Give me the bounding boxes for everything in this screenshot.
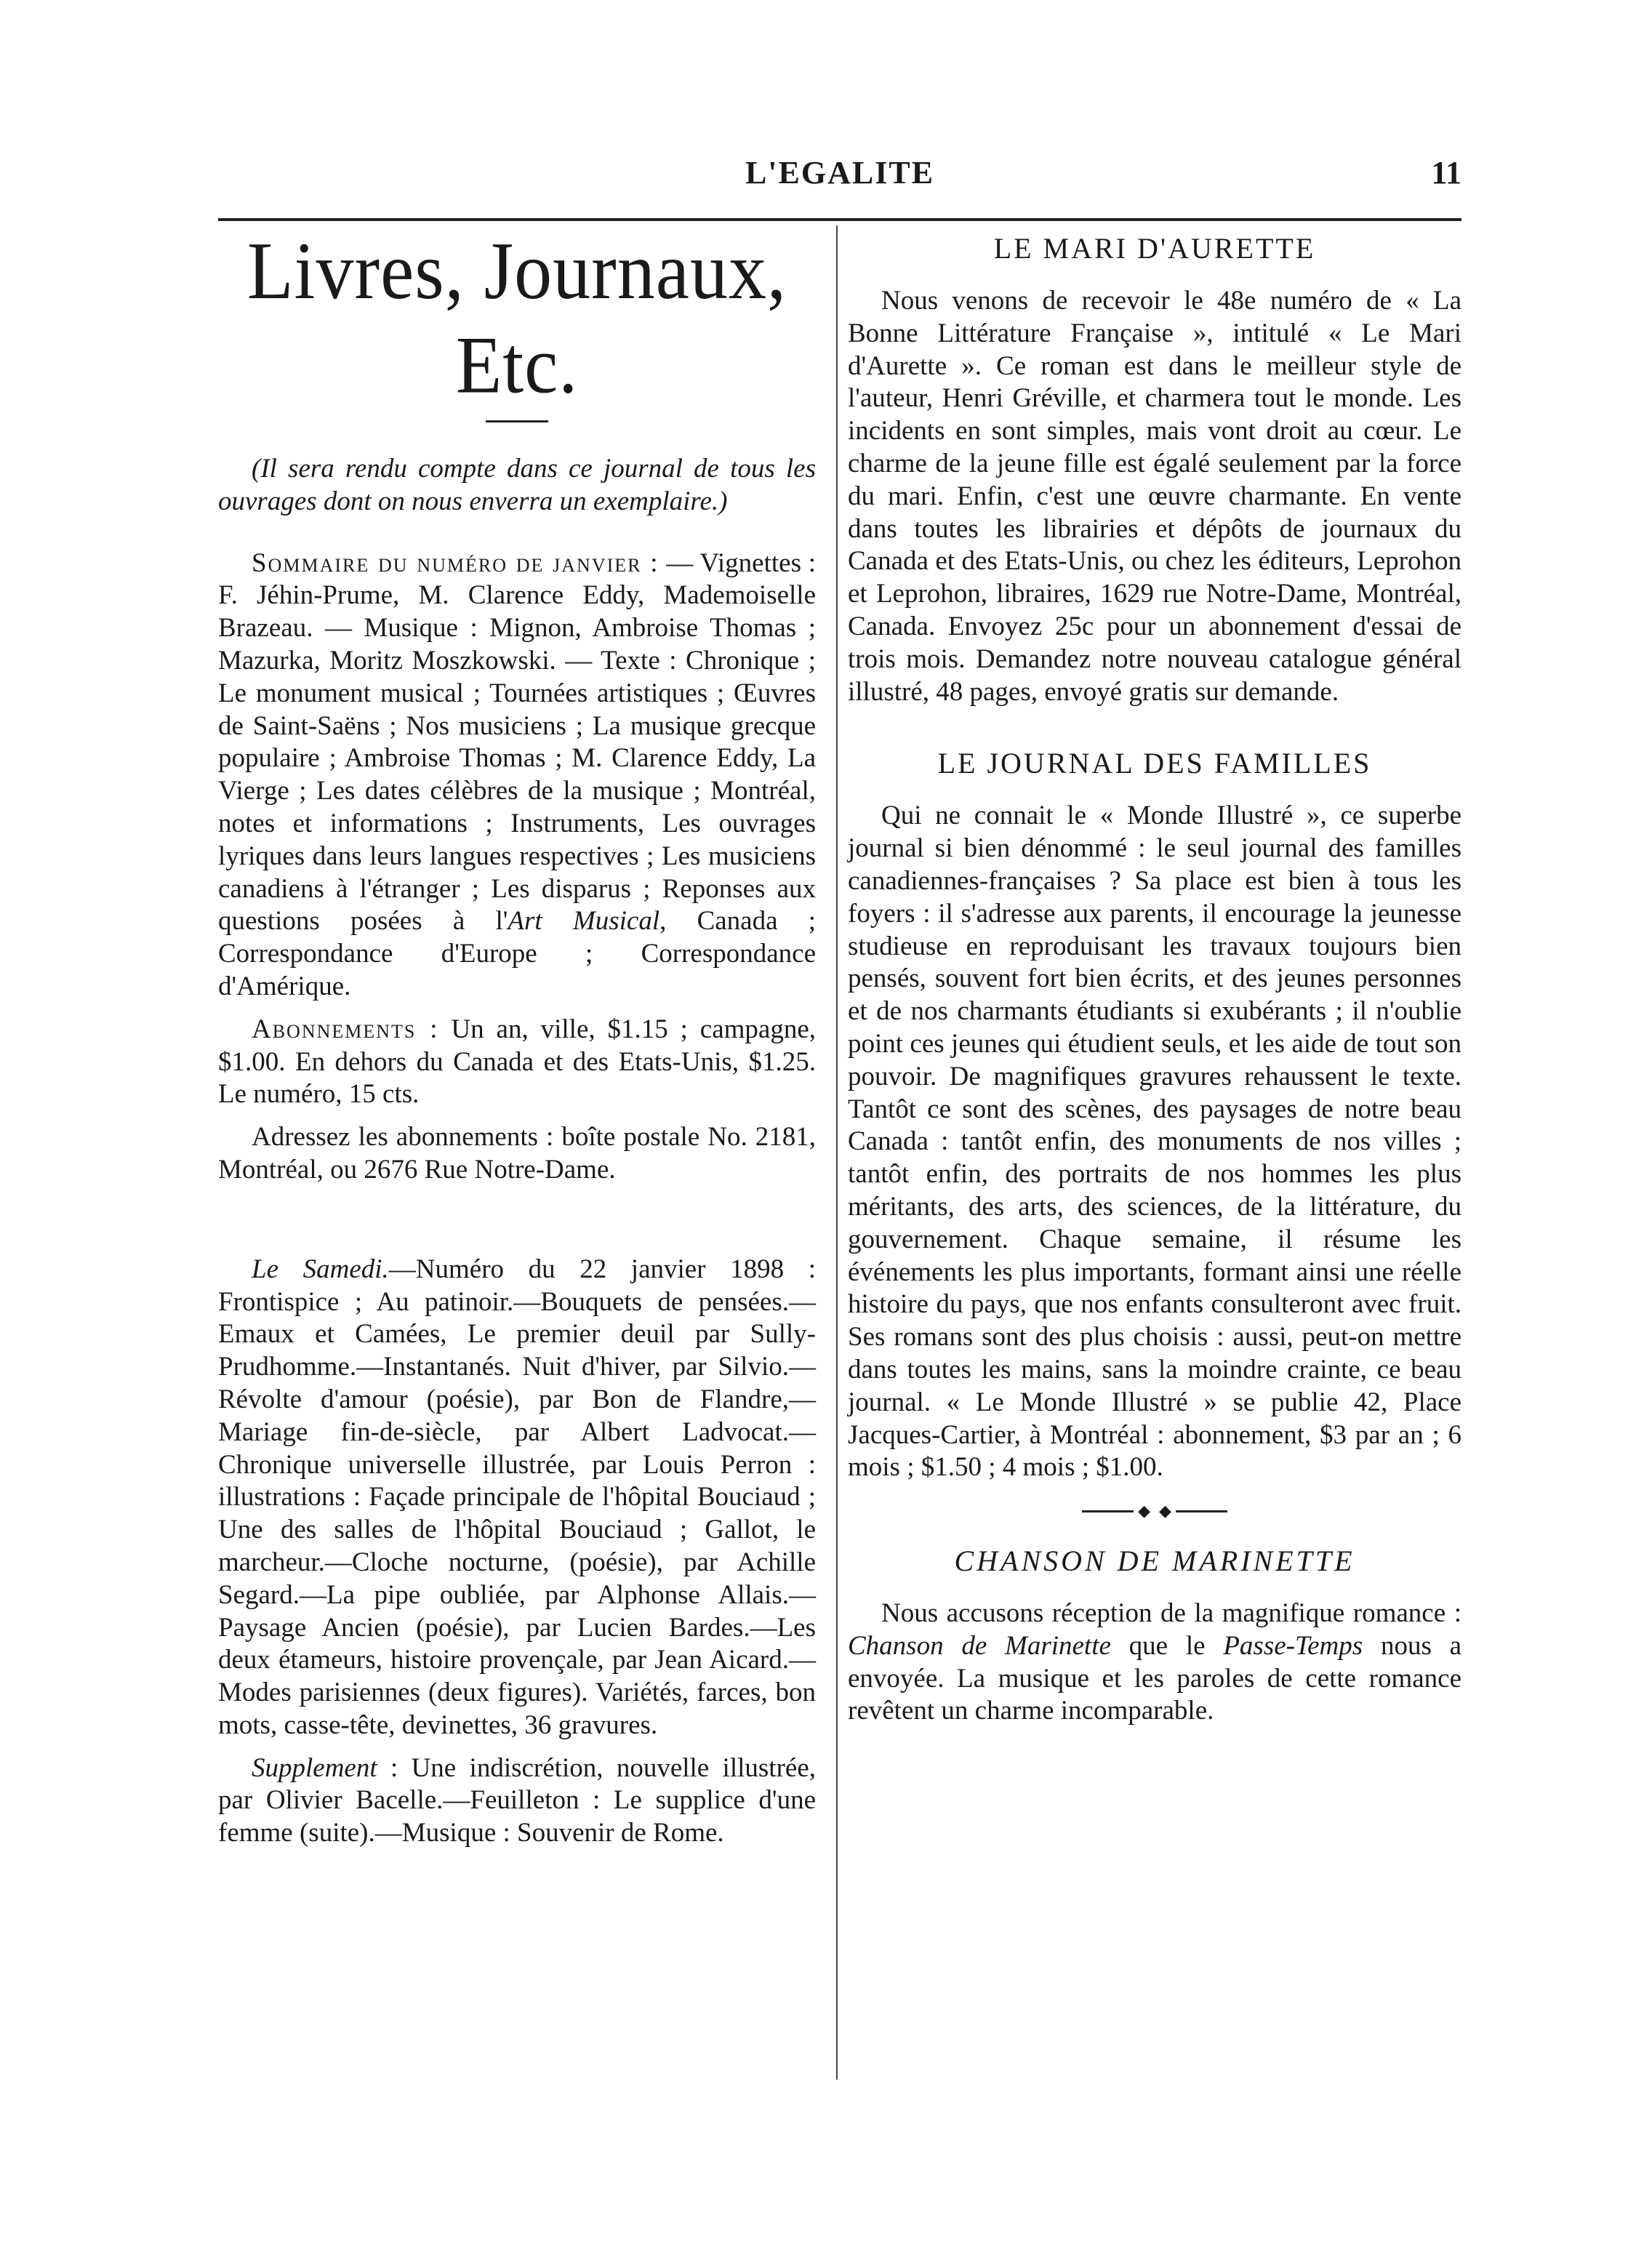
chanson-intro: Nous accusons réception de la magnifique romance : [881,1598,1461,1629]
abonnements-label: Abonnements : [252,1014,439,1044]
section-title-chanson-de-marinette: CHANSON DE MARINETTE [954,1544,1355,1578]
abonnements-paragraph [218,1014,816,1111]
sommaire-italic: Art Musical [508,906,660,937]
samedi-paragraph [218,1254,816,1742]
section-title-journal-des-familles: LE JOURNAL DES FAMILLES [937,747,1372,780]
running-title: L'EGALITE [745,155,935,191]
mari-daurette-paragraph: Nous venons de recevoir le 48e numéro de « La Bonne Littérature Française », intitulé « Le Mari d'Aurette ». Ce roman est dans le meilleur style de l'auteur, Henri Gréville, et charmera tout le monde. Les incidents en sont simples, mais vont droit au cœur. Le charme de la jeune fille est égalé seulement par la force du mari. Enfin, c'est une œuvre charmante. En vente dans toutes les librairies et dépôts de journaux du Canada et des Etats-Unis, ou chez les éditeurs, Leprohon et Leprohon, libraires, 1629 rue Notre-Dame, Montréal, Canada. Envoyez 25c pour un abonnement d'essai de trois mois. Demandez notre nouveau catalogue général illustré, 48 pages, envoyé gratis sur demande. [848,286,1461,707]
journal-des-familles-paragraph: Qui ne connait le « Monde Illustré », ce superbe journal si bien dénommé : le seul journal des familles canadiennes-françaises ? Sa place est bien à tous les foyers : il s'adresse aux parents, il encourage la jeunesse studieuse en reproduisant les travaux toujours bien pensés, souvent fort bien écrits, et des jeunes personnes et de nos charmants étudiants si exubérants ; il n'oublie point ces jeunes qui étudient seuls, et les aide de tout son pouvoir. De magnifiques gravures rehaussent le texte. Tantôt ce sont des scènes, des paysages de notre beau Canada : tantôt enfin, des monuments de nos villes ; tantôt enfin, des portraits de nos hommes les plus méritants, des arts, des sciences, de la littérature, du gouvernement. Chaque semaine, il résume les événements les plus importants, formant ainsi une réelle histoire du pays, que nos enfants consulteront avec fruit. Ses romans sont des plus choisis : aussi, peut-on mettre dans toutes les mains, sans la moindre crainte, ce beau journal. « Le Monde Illustré » se publie 42, Place Jacques-Cartier, à Montréal : abonnement, $3 par an ; 6 mois ; $1.50 ; 4 mois ; $1.00. [848,801,1461,1483]
chanson-title-ref: Chanson de Marinette [848,1630,1111,1661]
chanson-end: nous a envoyée. La musique et les paroles de cette romance revêtent un charme incomparable. [848,1630,1462,1726]
supplement-paragraph [218,1752,816,1850]
abonnements-text: Un an, ville, $1.15 ; campagne, $1.00. En dehors du Canada et des Etats-Unis, $1.25. Le numéro, 15 cts. [218,1014,817,1110]
samedi-label: Le Samedi. [252,1254,389,1284]
left-column [218,225,817,1850]
running-head [218,154,1461,198]
section-title-livres: Livres, Journaux, Etc. [247,225,787,411]
title-rule [486,420,548,422]
sommaire-text: — Vignettes : F. Jéhin-Prume, M. Clarence Eddy, Mademoiselle Brazeau. — Musique : Mignon, Ambroise Thomas ; Mazurka, Moritz Moszkowski. — Texte : Chronique ; Le monument musical ; Tournées artistiques ; Œuvres de Saint-Saëns ; Nos musiciens ; La musique grecque populaire ; Ambroise Thomas ; M. Clarence Eddy, La Vierge ; Les dates célèbres de la musique ; Montréal, notes et informations ; Instruments, Les ouvrages lyriques dans leurs langues respectives ; Les musiciens canadiens à l'étranger ; Les disparus ; Reponses aux questions posées à l' [218,548,817,937]
sommaire-paragraph [218,548,816,1003]
column-divider [836,225,838,2080]
supplement-text: : Une indiscrétion, nouvelle illustrée, par Olivier Bacelle.—Feuilleton : Le supplice d'une femme (suite).—Musique : Souvenir de Rome. [218,1752,816,1848]
adresse-paragraph: Adressez les abonnements : boîte postale No. 2181, Montréal, ou 2676 Rue Notre-Dame. [218,1122,816,1185]
editorial-note: (Il sera rendu compte dans ce journal de tous les ouvrages dont on nous enverra un exemplaire.) [218,454,816,516]
samedi-text: —Numéro du 22 janvier 1898 : Frontispice ; Au patinoir.—Bouquets de pensées.—Emaux et Camées, Le premier deuil par Sully-Prudhomme.—Instantanés. Nuit d'hiver, par Silvio.—Révolte d'amour (poésie), par Bon de Flandre,—Mariage fin-de-siècle, par Albert Ladvocat.—Chronique universelle illustrée, par Louis Perron : illustrations : Façade principale de l'hôpital Bouciaud ; Une des salles de l'hôpital Bouciaud ; Gallot, le marcheur.—Cloche nocturne, (poésie), par Achille Segard.—La pipe oubliée, par Alphonse Allais.—Paysage Ancien (poésie), par Lucien Bardes.—Les deux étameurs, histoire provençale, par Jean Aicard.—Modes parisiennes (deux figures). Variétés, farces, bon mots, casse-tête, devinettes, 36 gravures. [218,1254,816,1740]
header-rule [218,218,1461,221]
chanson-mid: que le [1110,1630,1224,1661]
ornament-divider: ◆ ◆ [1082,1503,1227,1519]
passe-temps-ref: Passe-Temps [1223,1630,1363,1661]
supplement-label: Supplement [252,1752,377,1783]
right-column [848,231,1461,1728]
section-title-mari-daurette: LE MARI D'AURETTE [993,232,1316,265]
page-number: 11 [1431,155,1461,191]
chanson-paragraph [848,1598,1461,1728]
sommaire-end: , Canada ; Correspondance d'Europe ; Correspondance d'Amérique. [218,906,817,1001]
sommaire-label: Sommaire du numéro de janvier : [252,548,659,578]
